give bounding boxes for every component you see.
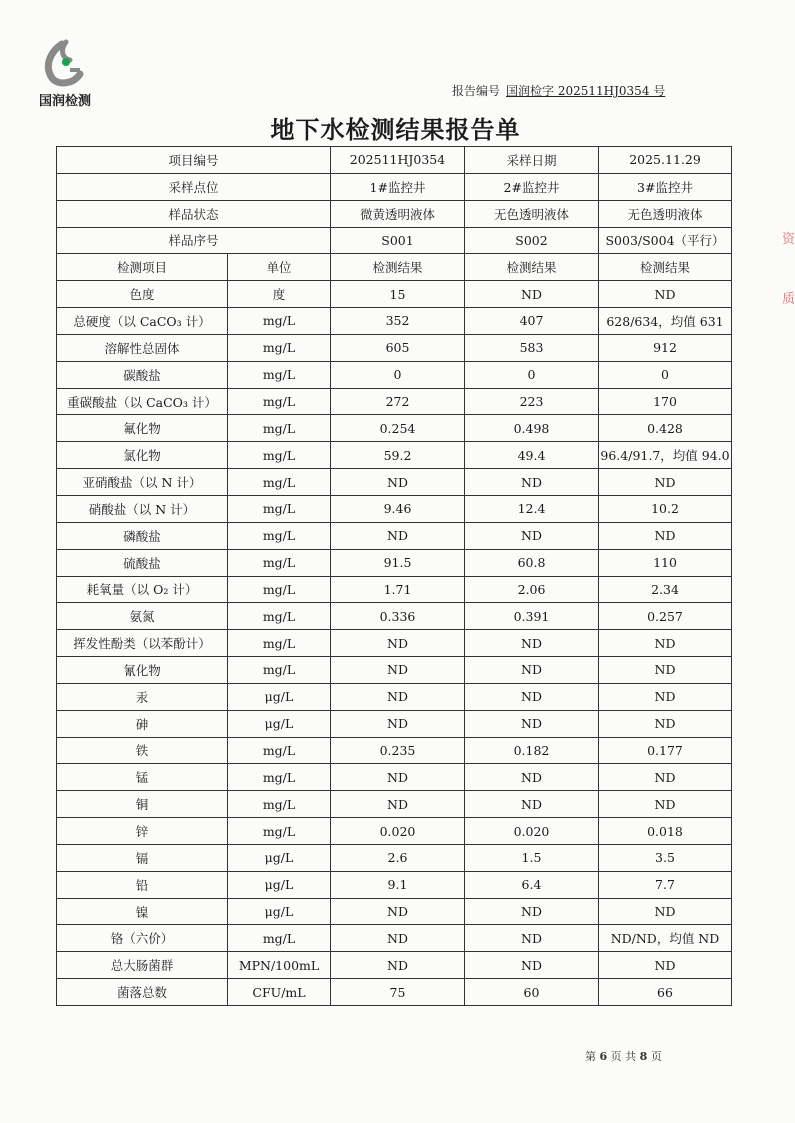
result-point-3: 10.2 [599, 495, 732, 522]
item-name: 磷酸盐 [57, 522, 228, 549]
info-label: 项目编号 [57, 147, 331, 174]
item-unit: mg/L [228, 415, 331, 442]
result-point-1: 59.2 [331, 442, 465, 469]
result-point-1: ND [331, 469, 465, 496]
logo-mark-icon [40, 40, 90, 92]
info-value: 无色透明液体 [465, 200, 599, 227]
report-number [452, 82, 665, 99]
item-unit: mg/L [228, 818, 331, 845]
item-unit: mg/L [228, 388, 331, 415]
logo-text: 国润检测 [38, 94, 91, 109]
result-point-2: ND [465, 898, 599, 925]
table-row [57, 549, 732, 576]
page-footer [585, 1048, 662, 1064]
result-point-2: ND [465, 710, 599, 737]
result-point-1: 272 [331, 388, 465, 415]
result-point-2: ND [465, 281, 599, 308]
item-name: 镍 [57, 898, 228, 925]
table-row [57, 308, 732, 335]
seal-stamp-fragment: 资 质 [782, 232, 795, 307]
info-label: 采样点位 [57, 173, 331, 200]
table-row [57, 844, 732, 871]
item-name: 氨氮 [57, 603, 228, 630]
result-point-3: ND [599, 952, 732, 979]
column-header: 检测结果 [331, 254, 465, 281]
result-point-3: ND/ND，均值 ND [599, 925, 732, 952]
item-unit: μg/L [228, 710, 331, 737]
info-row [57, 200, 732, 227]
result-point-3: ND [599, 522, 732, 549]
table-row [57, 979, 732, 1006]
item-unit: mg/L [228, 361, 331, 388]
result-point-3: 3.5 [599, 844, 732, 871]
item-name: 亚硝酸盐（以 N 计） [57, 469, 228, 496]
item-unit: mg/L [228, 630, 331, 657]
item-name: 总硬度（以 CaCO₃ 计） [57, 308, 228, 335]
result-point-2: ND [465, 522, 599, 549]
item-unit: mg/L [228, 764, 331, 791]
info-value: 无色透明液体 [599, 200, 732, 227]
result-point-3: 628/634，均值 631 [599, 308, 732, 335]
table-row [57, 871, 732, 898]
table-row [57, 925, 732, 952]
item-unit: mg/L [228, 576, 331, 603]
item-name: 硫酸盐 [57, 549, 228, 576]
info-value: 202511HJ0354 [331, 147, 465, 174]
result-point-3: ND [599, 898, 732, 925]
footer-prefix: 第 [585, 1050, 596, 1063]
item-name: 氰化物 [57, 657, 228, 684]
result-point-2: 0.182 [465, 737, 599, 764]
result-point-1: ND [331, 791, 465, 818]
item-unit: mg/L [228, 308, 331, 335]
result-point-2: 583 [465, 334, 599, 361]
table-row [57, 603, 732, 630]
result-point-1: 0 [331, 361, 465, 388]
result-point-2: ND [465, 683, 599, 710]
item-unit: mg/L [228, 442, 331, 469]
info-value: 采样日期 [465, 147, 599, 174]
item-name: 铅 [57, 871, 228, 898]
item-name: 砷 [57, 710, 228, 737]
table-row [57, 737, 732, 764]
result-point-2: ND [465, 469, 599, 496]
item-unit: CFU/mL [228, 979, 331, 1006]
item-unit: μg/L [228, 683, 331, 710]
item-unit: mg/L [228, 334, 331, 361]
info-row [57, 227, 732, 254]
result-point-2: ND [465, 925, 599, 952]
result-point-3: 66 [599, 979, 732, 1006]
result-point-1: ND [331, 657, 465, 684]
result-point-1: ND [331, 952, 465, 979]
item-name: 氟化物 [57, 415, 228, 442]
item-name: 镉 [57, 844, 228, 871]
item-unit: mg/L [228, 495, 331, 522]
item-name: 汞 [57, 683, 228, 710]
item-name: 氯化物 [57, 442, 228, 469]
info-value: 微黄透明液体 [331, 200, 465, 227]
result-point-2: 12.4 [465, 495, 599, 522]
result-point-3: 0.177 [599, 737, 732, 764]
item-name: 锰 [57, 764, 228, 791]
result-point-2: ND [465, 764, 599, 791]
result-point-1: 2.6 [331, 844, 465, 871]
result-point-3: 170 [599, 388, 732, 415]
result-point-3: ND [599, 791, 732, 818]
table-row [57, 576, 732, 603]
result-point-2: 223 [465, 388, 599, 415]
item-name: 菌落总数 [57, 979, 228, 1006]
result-point-2: 60.8 [465, 549, 599, 576]
item-name: 重碳酸盐（以 CaCO₃ 计） [57, 388, 228, 415]
table-row [57, 952, 732, 979]
result-point-1: 0.336 [331, 603, 465, 630]
result-point-1: 1.71 [331, 576, 465, 603]
result-point-3: ND [599, 281, 732, 308]
info-label: 样品状态 [57, 200, 331, 227]
table-row [57, 818, 732, 845]
footer-middle: 页 共 [610, 1050, 637, 1063]
result-point-1: 0.254 [331, 415, 465, 442]
info-value: 2#监控井 [465, 173, 599, 200]
results-table [56, 146, 732, 1006]
footer-page-number: 6 [599, 1050, 608, 1063]
table-row [57, 388, 732, 415]
result-point-2: 49.4 [465, 442, 599, 469]
page-title: 地下水检测结果报告单 [270, 116, 521, 144]
item-name: 锌 [57, 818, 228, 845]
table-header-row [57, 254, 732, 281]
info-row [57, 147, 732, 174]
info-value: 3#监控井 [599, 173, 732, 200]
table-row [57, 442, 732, 469]
result-point-2: 0.498 [465, 415, 599, 442]
result-point-3: 7.7 [599, 871, 732, 898]
table-row [57, 415, 732, 442]
result-point-1: 352 [331, 308, 465, 335]
result-point-1: 9.1 [331, 871, 465, 898]
table-row [57, 791, 732, 818]
result-point-1: 9.46 [331, 495, 465, 522]
result-point-3: 0.018 [599, 818, 732, 845]
result-point-2: 0.020 [465, 818, 599, 845]
item-unit: MPN/100mL [228, 952, 331, 979]
item-name: 铁 [57, 737, 228, 764]
column-header: 检测项目 [57, 254, 228, 281]
item-name: 耗氧量（以 O₂ 计） [57, 576, 228, 603]
result-point-1: ND [331, 898, 465, 925]
item-name: 铜 [57, 791, 228, 818]
footer-suffix: 页 [650, 1050, 662, 1063]
result-point-2: ND [465, 657, 599, 684]
table-row [57, 657, 732, 684]
item-unit: mg/L [228, 603, 331, 630]
item-unit: mg/L [228, 469, 331, 496]
table-row [57, 898, 732, 925]
info-value: S003/S004（平行） [599, 227, 732, 254]
info-value: 1#监控井 [331, 173, 465, 200]
result-point-1: ND [331, 522, 465, 549]
result-point-3: 96.4/91.7，均值 94.0 [599, 442, 732, 469]
result-point-2: 2.06 [465, 576, 599, 603]
result-point-2: 0.391 [465, 603, 599, 630]
item-unit: mg/L [228, 925, 331, 952]
item-unit: 度 [228, 281, 331, 308]
info-value: 2025.11.29 [599, 147, 732, 174]
item-name: 色度 [57, 281, 228, 308]
result-point-1: 15 [331, 281, 465, 308]
footer-total-pages: 8 [639, 1050, 648, 1063]
item-unit: mg/L [228, 549, 331, 576]
table-row [57, 361, 732, 388]
result-point-3: ND [599, 630, 732, 657]
result-point-1: 0.020 [331, 818, 465, 845]
table-row [57, 522, 732, 549]
result-point-1: ND [331, 710, 465, 737]
item-unit: μg/L [228, 871, 331, 898]
info-row [57, 173, 732, 200]
company-logo [30, 40, 100, 110]
result-point-2: ND [465, 952, 599, 979]
report-number-label: 报告编号 [452, 84, 501, 98]
result-point-2: 6.4 [465, 871, 599, 898]
table-row [57, 495, 732, 522]
info-value: S001 [331, 227, 465, 254]
result-point-1: ND [331, 683, 465, 710]
result-point-3: ND [599, 764, 732, 791]
column-header: 检测结果 [599, 254, 732, 281]
result-point-3: 912 [599, 334, 732, 361]
item-unit: mg/L [228, 791, 331, 818]
report-number-value: 国润检字 202511HJ0354 号 [506, 84, 666, 98]
result-point-1: 605 [331, 334, 465, 361]
info-label: 样品序号 [57, 227, 331, 254]
result-point-1: 91.5 [331, 549, 465, 576]
table-row [57, 630, 732, 657]
result-point-2: ND [465, 791, 599, 818]
table-row [57, 710, 732, 737]
result-point-2: 60 [465, 979, 599, 1006]
table-row [57, 683, 732, 710]
item-name: 挥发性酚类（以苯酚计） [57, 630, 228, 657]
table-row [57, 764, 732, 791]
result-point-3: 0.428 [599, 415, 732, 442]
result-point-3: ND [599, 683, 732, 710]
item-name: 溶解性总固体 [57, 334, 228, 361]
result-point-1: 0.235 [331, 737, 465, 764]
result-point-3: ND [599, 469, 732, 496]
item-unit: mg/L [228, 737, 331, 764]
result-point-1: 75 [331, 979, 465, 1006]
result-point-3: 0 [599, 361, 732, 388]
item-name: 总大肠菌群 [57, 952, 228, 979]
item-name: 铬（六价） [57, 925, 228, 952]
column-header: 检测结果 [465, 254, 599, 281]
result-point-1: ND [331, 925, 465, 952]
result-point-3: 0.257 [599, 603, 732, 630]
table-row [57, 469, 732, 496]
item-unit: mg/L [228, 657, 331, 684]
result-point-1: ND [331, 630, 465, 657]
table-row [57, 334, 732, 361]
table-row [57, 281, 732, 308]
result-point-2: 407 [465, 308, 599, 335]
info-value: S002 [465, 227, 599, 254]
item-unit: μg/L [228, 844, 331, 871]
result-point-2: ND [465, 630, 599, 657]
result-point-3: ND [599, 657, 732, 684]
result-point-3: 110 [599, 549, 732, 576]
result-point-2: 0 [465, 361, 599, 388]
result-point-3: 2.34 [599, 576, 732, 603]
result-point-3: ND [599, 710, 732, 737]
result-point-1: ND [331, 764, 465, 791]
result-point-2: 1.5 [465, 844, 599, 871]
column-header: 单位 [228, 254, 331, 281]
item-unit: μg/L [228, 898, 331, 925]
item-name: 硝酸盐（以 N 计） [57, 495, 228, 522]
item-name: 碳酸盐 [57, 361, 228, 388]
item-unit: mg/L [228, 522, 331, 549]
